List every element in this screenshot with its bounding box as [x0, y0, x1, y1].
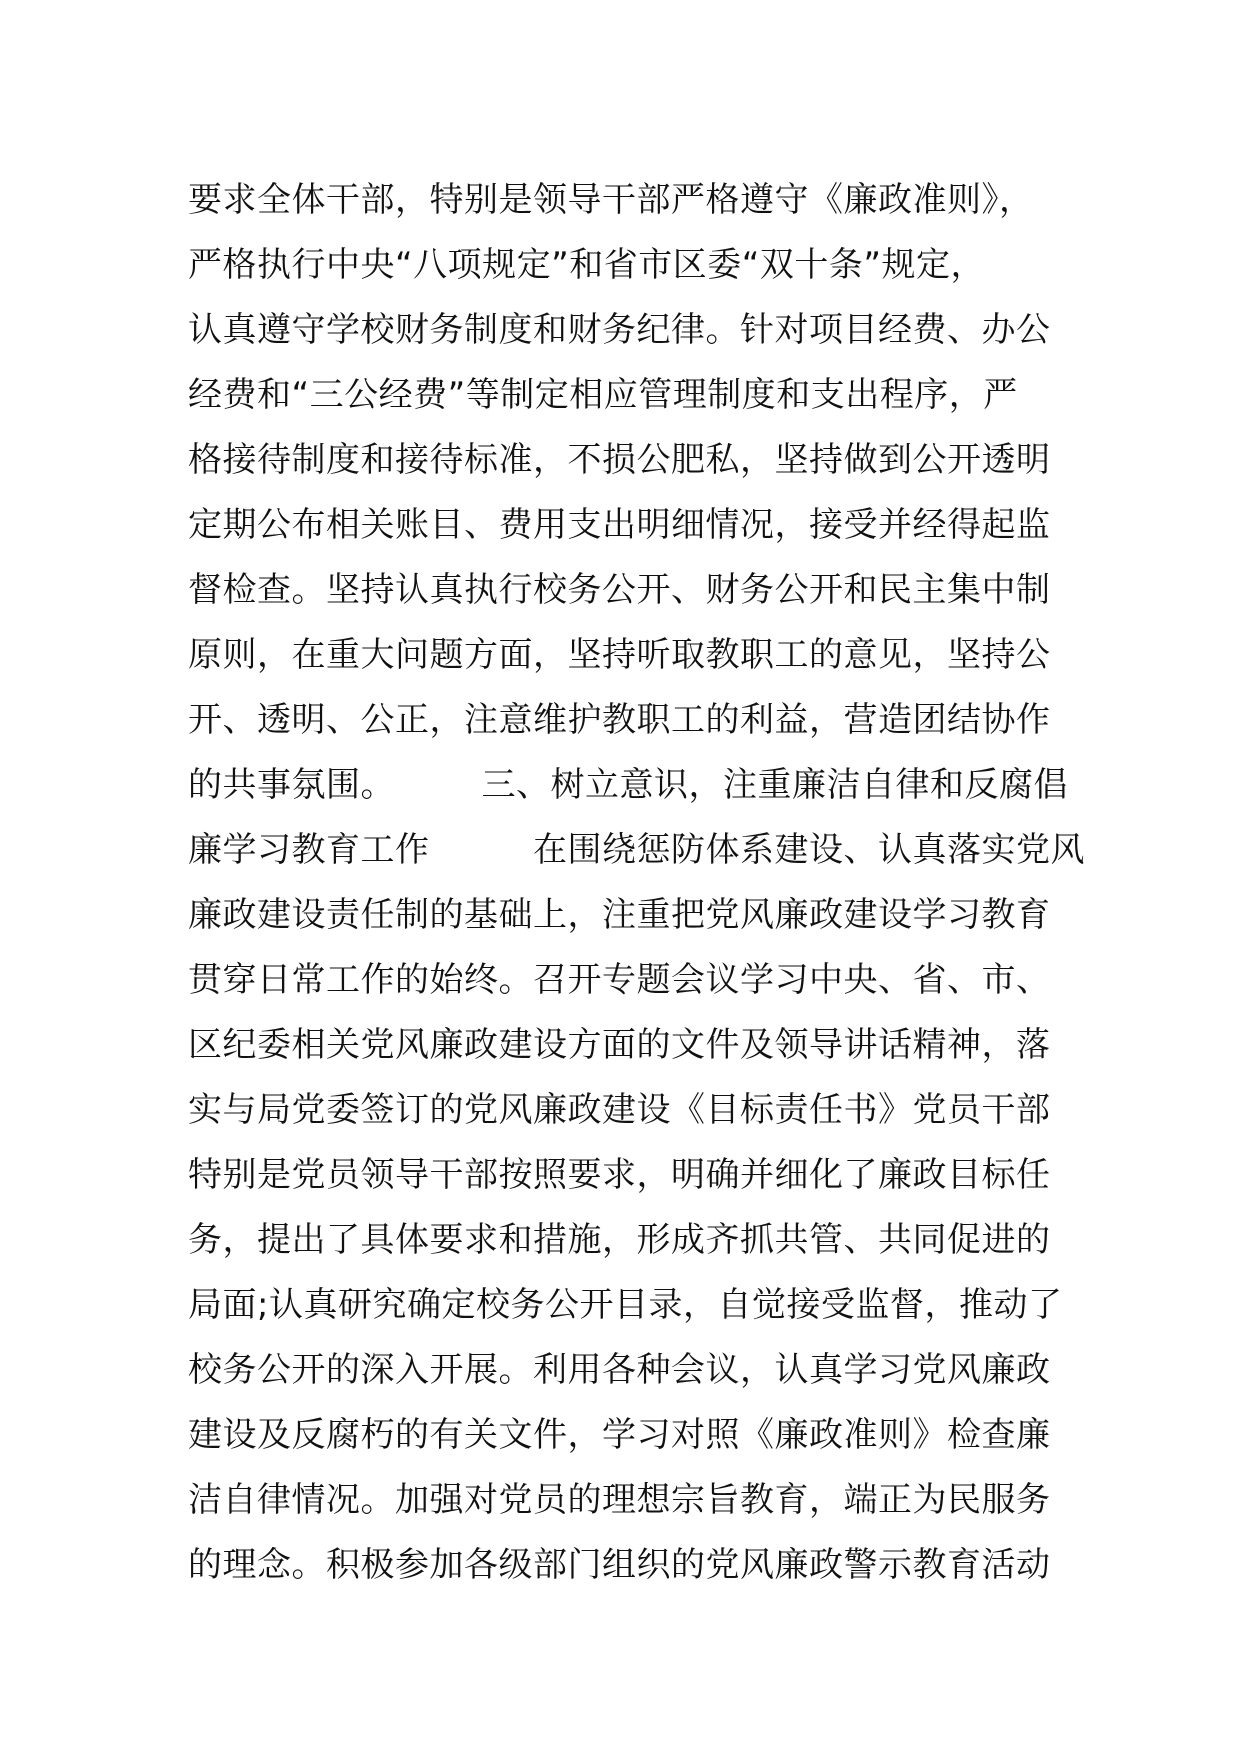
text-line: 的理念。积极参加各级部门组织的党风廉政警示教育活动 — [188, 1545, 1051, 1585]
text-line: 严格执行中央“八项规定”和省市区委“双十条”规定， — [188, 245, 985, 285]
text-line: 局面;认真研究确定校务公开目录，自觉接受监督，推动了 — [188, 1285, 1063, 1325]
body-text — [188, 168, 1085, 1598]
text-line: 廉学习教育工作 在围绕惩防体系建设、认真落实党风 — [188, 830, 1085, 870]
text-line: 贯穿日常工作的始终。召开专题会议学习中央、省、市、 — [188, 960, 1051, 1000]
text-line: 建设及反腐朽的有关文件，学习对照《廉政准则》检查廉 — [188, 1415, 1051, 1455]
text-line: 特别是党员领导干部按照要求，明确并细化了廉政目标任 — [188, 1155, 1051, 1195]
text-line: 务，提出了具体要求和措施，形成齐抓共管、共同促进的 — [188, 1220, 1051, 1260]
text-line: 督检查。坚持认真执行校务公开、财务公开和民主集中制 — [188, 570, 1051, 610]
text-line: 区纪委相关党风廉政建设方面的文件及领导讲话精神，落 — [188, 1025, 1051, 1065]
text-line: 洁自律情况。加强对党员的理想宗旨教育，端正为民服务 — [188, 1480, 1051, 1520]
text-line: 校务公开的深入开展。利用各种会议，认真学习党风廉政 — [188, 1350, 1051, 1390]
text-line: 实与局党委签订的党风廉政建设《目标责任书》党员干部 — [188, 1090, 1051, 1130]
text-line: 认真遵守学校财务制度和财务纪律。针对项目经费、办公 — [188, 310, 1051, 350]
text-line: 格接待制度和接待标准，不损公肥私，坚持做到公开透明 — [188, 440, 1051, 480]
text-line: 原则，在重大问题方面，坚持听取教职工的意见，坚持公 — [188, 635, 1051, 675]
text-line: 要求全体干部，特别是领导干部严格遵守《廉政准则》， — [188, 180, 1034, 220]
text-line: 廉政建设责任制的基础上，注重把党风廉政建设学习教育 — [188, 895, 1051, 935]
text-line: 开、透明、公正，注意维护教职工的利益，营造团结协作 — [188, 700, 1051, 740]
text-line: 经费和“三公经费”等制定相应管理制度和支出程序，严 — [188, 375, 1018, 415]
text-line: 定期公布相关账目、费用支出明细情况，接受并经得起监 — [188, 505, 1051, 545]
text-line: 的共事氛围。 三、树立意识，注重廉洁自律和反腐倡 — [188, 765, 1068, 805]
